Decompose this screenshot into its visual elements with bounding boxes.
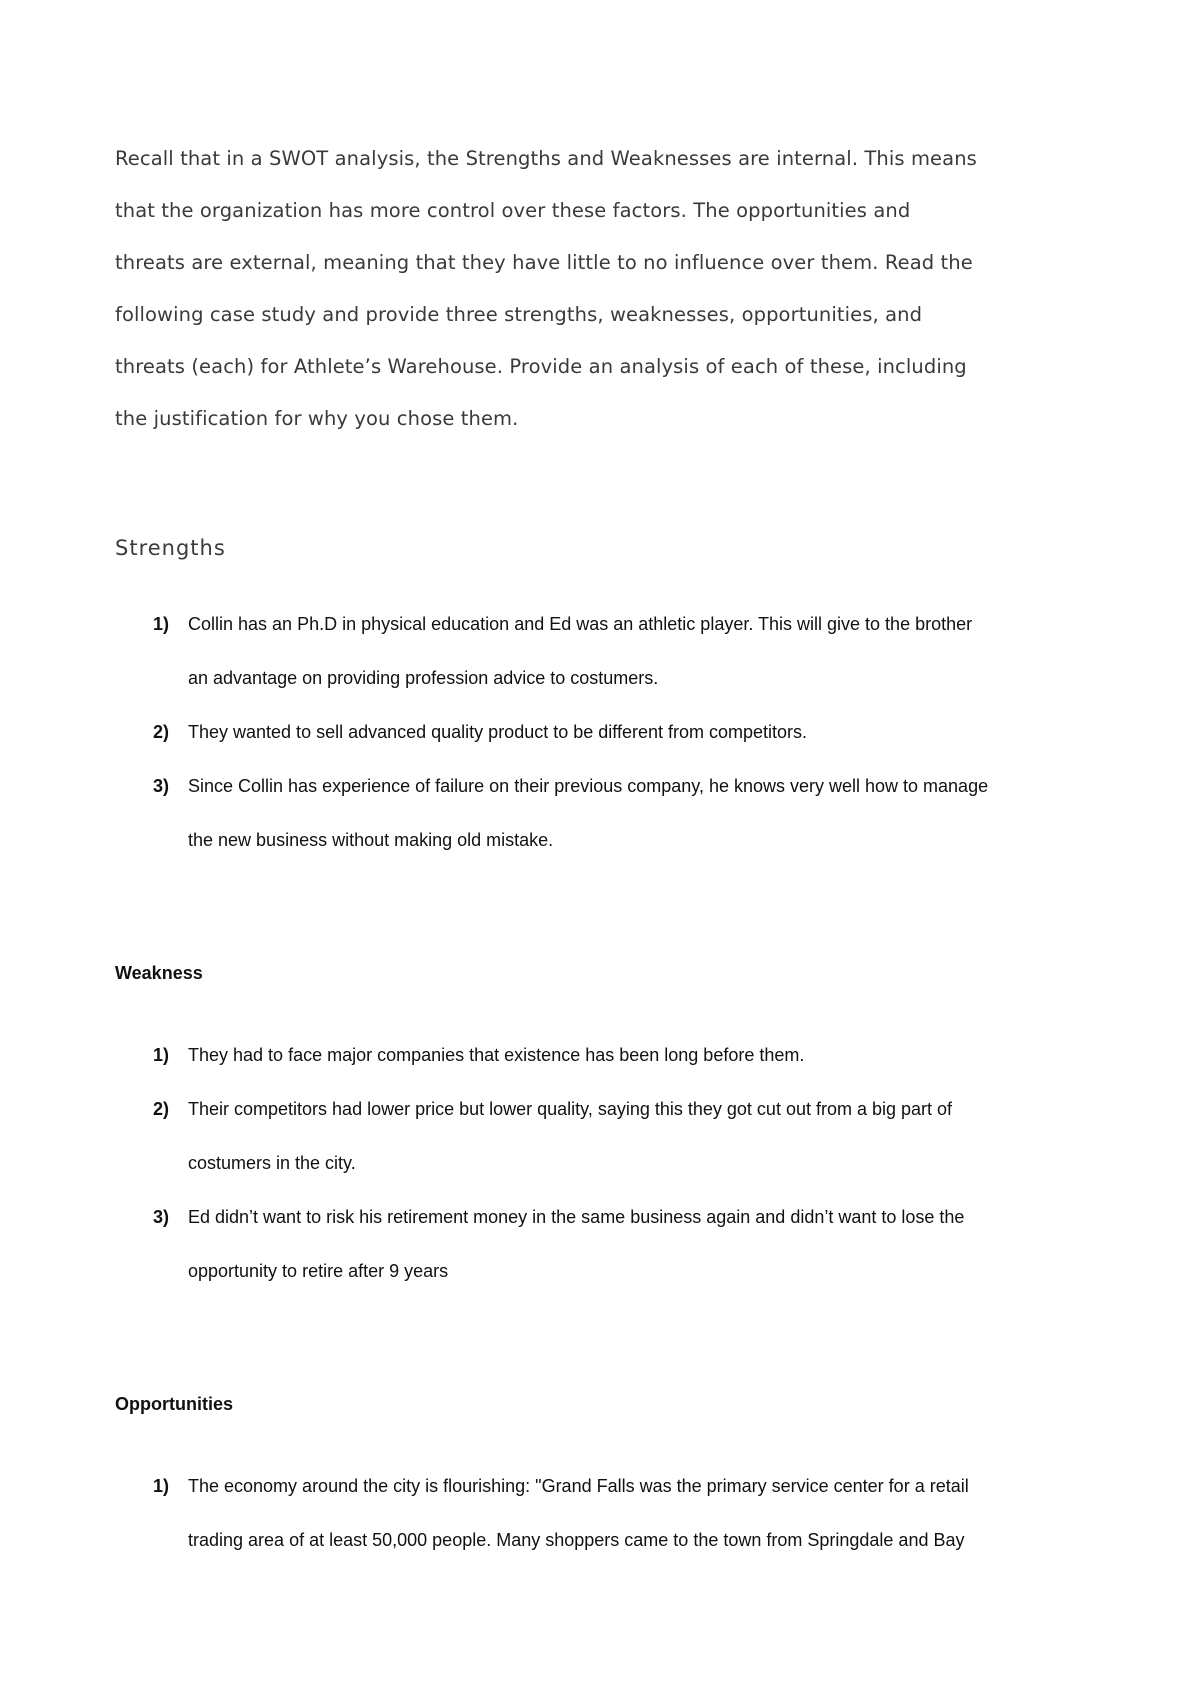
strengths-list	[115, 597, 988, 867]
list-item-text: Their competitors had lower price but lower quality, saying this they got cut out from a big part of	[188, 1099, 953, 1119]
list-number: 1)	[153, 1045, 170, 1065]
list-item-text: trading area of at least 50,000 people. Many shoppers came to the town from Springdale and Bay	[188, 1530, 965, 1550]
list-item-text: the new business without making old mistake.	[188, 830, 554, 850]
intro-line: following case study and provide three strengths, weaknesses, opportunities, and	[115, 303, 923, 326]
list-item	[115, 1459, 969, 1567]
strengths-heading: Strengths	[115, 536, 226, 560]
list-item	[115, 1082, 964, 1190]
weakness-list	[115, 1028, 964, 1298]
list-item-text: opportunity to retire after 9 years	[188, 1261, 449, 1281]
weakness-heading: Weakness	[115, 963, 203, 983]
list-item	[115, 705, 988, 759]
list-number: 3)	[153, 1207, 170, 1227]
opportunities-list	[115, 1459, 969, 1567]
intro-paragraph	[115, 133, 1105, 445]
list-number: 3)	[153, 776, 170, 796]
list-item	[115, 597, 988, 705]
intro-line: threats are external, meaning that they have little to no influence over them. Read the	[115, 251, 973, 274]
list-number: 1)	[153, 1476, 170, 1496]
list-item	[115, 1190, 964, 1298]
list-item-text: Ed didn’t want to risk his retirement money in the same business again and didn’t want to lose the	[188, 1207, 965, 1227]
list-item-text: Collin has an Ph.D in physical education and Ed was an athletic player. This will give to the brother	[188, 614, 973, 634]
intro-line: Recall that in a SWOT analysis, the Strengths and Weaknesses are internal. This means	[115, 147, 977, 170]
opportunities-heading: Opportunities	[115, 1394, 233, 1414]
list-item-text: They had to face major companies that existence has been long before them.	[188, 1045, 805, 1065]
list-number: 1)	[153, 614, 170, 634]
list-item	[115, 759, 988, 867]
intro-line: threats (each) for Athlete’s Warehouse. Provide an analysis of each of these, including	[115, 355, 967, 378]
list-item-text: Since Collin has experience of failure on their previous company, he knows very well how to manage	[188, 776, 989, 796]
list-item-text: costumers in the city.	[188, 1153, 356, 1173]
list-number: 2)	[153, 1099, 170, 1119]
intro-line: the justification for why you chose them.	[115, 407, 519, 430]
list-item-text: an advantage on providing profession advice to costumers.	[188, 668, 659, 688]
list-item-text: They wanted to sell advanced quality product to be different from competitors.	[188, 722, 808, 742]
list-item	[115, 1028, 964, 1082]
intro-line: that the organization has more control over these factors. The opportunities and	[115, 199, 911, 222]
list-item-text: The economy around the city is flourishing: "Grand Falls was the primary service center for a retail	[188, 1476, 969, 1496]
list-number: 2)	[153, 722, 170, 742]
